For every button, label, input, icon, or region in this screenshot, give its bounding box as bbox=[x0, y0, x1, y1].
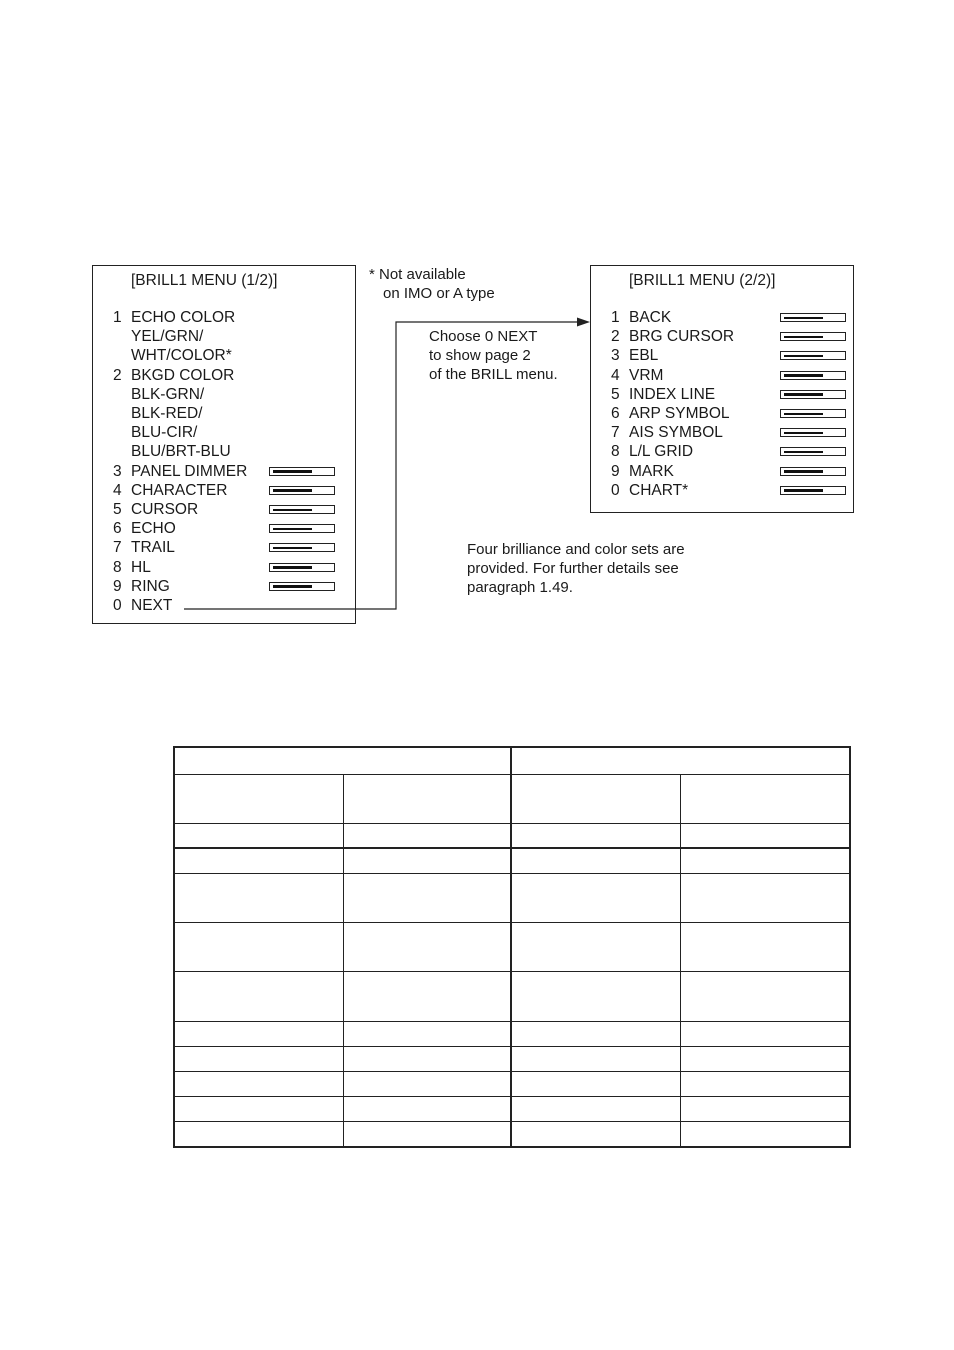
menu-item-label: AIS SYMBOL bbox=[629, 424, 723, 442]
menu-item-label: ECHO COLOR bbox=[131, 309, 236, 326]
table-cell bbox=[680, 774, 850, 823]
menu-item-number: 8 bbox=[113, 558, 122, 576]
table-cell bbox=[174, 1071, 343, 1096]
table-cell bbox=[680, 971, 850, 1021]
menu-item-label: CHART* bbox=[629, 481, 689, 499]
table-cell bbox=[343, 971, 511, 1021]
table-row bbox=[174, 971, 850, 1021]
menu-item-number: 3 bbox=[113, 462, 122, 480]
table-cell bbox=[343, 848, 511, 873]
menu-item-label: BACK bbox=[629, 309, 672, 326]
table-row bbox=[174, 848, 850, 873]
empty-data-table bbox=[173, 746, 851, 1148]
table-cell bbox=[343, 1121, 511, 1147]
table-cell bbox=[511, 1121, 680, 1147]
table-cell bbox=[343, 823, 511, 848]
table-cell bbox=[343, 922, 511, 971]
menu-item-number: 0 bbox=[611, 481, 620, 499]
table-group-header-right bbox=[511, 747, 850, 774]
table-cell bbox=[680, 848, 850, 873]
menu-item-label: EBL bbox=[629, 347, 659, 365]
note-line: to show page 2 bbox=[429, 347, 531, 364]
menu-item-label: NEXT bbox=[131, 597, 173, 614]
table-cell bbox=[511, 823, 680, 848]
menu-item-label: L/L GRID bbox=[629, 443, 694, 461]
table-row bbox=[174, 774, 850, 823]
table-cell bbox=[174, 823, 343, 848]
table-cell bbox=[174, 873, 343, 922]
menu-item-number: 7 bbox=[611, 424, 620, 442]
table-cell bbox=[174, 1121, 343, 1147]
menu-item-label: ECHO bbox=[131, 520, 176, 538]
menu-item-label: BLK-RED/ bbox=[131, 405, 203, 422]
connector-line bbox=[184, 322, 578, 609]
table-cell bbox=[174, 1046, 343, 1071]
menu-item-label: MARK bbox=[629, 462, 674, 480]
menu-item-number: 6 bbox=[113, 520, 122, 538]
table-cell bbox=[174, 922, 343, 971]
table-cell bbox=[174, 1021, 343, 1046]
table-cell bbox=[680, 1096, 850, 1121]
table-cell bbox=[680, 873, 850, 922]
table-cell bbox=[680, 1071, 850, 1096]
table-cell bbox=[343, 1071, 511, 1096]
menu-item-label: TRAIL bbox=[131, 539, 175, 557]
menu-item-number: 4 bbox=[113, 481, 122, 499]
menu-title: [BRILL1 MENU (2/2)] bbox=[629, 272, 776, 289]
menu-item-label: YEL/GRN/ bbox=[131, 328, 204, 346]
table-cell bbox=[511, 1071, 680, 1096]
menu-item-number: 1 bbox=[113, 309, 122, 326]
menu-item-number: 3 bbox=[611, 347, 620, 365]
note-line: * Not available bbox=[369, 266, 466, 283]
table-cell bbox=[174, 774, 343, 823]
table-cell bbox=[680, 823, 850, 848]
table-cell bbox=[174, 848, 343, 873]
table-row bbox=[174, 1121, 850, 1147]
table-row bbox=[174, 1096, 850, 1121]
menu-item-label: INDEX LINE bbox=[629, 385, 716, 403]
table-group-header-left bbox=[174, 747, 511, 774]
table-cell bbox=[511, 848, 680, 873]
table-cell bbox=[343, 1096, 511, 1121]
arrow-head-icon bbox=[577, 318, 590, 327]
menu-item-label: PANEL DIMMER bbox=[131, 462, 248, 480]
table-cell bbox=[174, 971, 343, 1021]
table-cell bbox=[511, 873, 680, 922]
table-row bbox=[174, 823, 850, 848]
table-row bbox=[174, 922, 850, 971]
menu-item-number: 6 bbox=[611, 405, 620, 422]
table-cell bbox=[511, 774, 680, 823]
table-row bbox=[174, 873, 850, 922]
menu-item-label: BLU-CIR/ bbox=[131, 424, 198, 442]
table-cell bbox=[343, 1046, 511, 1071]
menu-item-label: CHARACTER bbox=[131, 481, 228, 499]
table-cell bbox=[680, 1121, 850, 1147]
note-line: paragraph 1.49. bbox=[467, 579, 573, 596]
note-line: of the BRILL menu. bbox=[429, 366, 558, 383]
menu-item-label: BLU/BRT-BLU bbox=[131, 443, 231, 461]
menu-item-number: 4 bbox=[611, 366, 620, 384]
table-cell bbox=[343, 1021, 511, 1046]
menu-item-number: 9 bbox=[113, 577, 122, 595]
menu-item-number: 0 bbox=[113, 597, 122, 614]
table-cell bbox=[680, 1021, 850, 1046]
table-cell bbox=[680, 1046, 850, 1071]
table-cell bbox=[511, 971, 680, 1021]
menu-item-number: 5 bbox=[113, 501, 122, 518]
menu-item-label: WHT/COLOR* bbox=[131, 347, 232, 365]
menu-item-label: ARP SYMBOL bbox=[629, 405, 730, 422]
table-cell bbox=[511, 1096, 680, 1121]
table-cell bbox=[174, 1096, 343, 1121]
menu-item-number: 7 bbox=[113, 539, 122, 557]
menu-item-number: 2 bbox=[611, 328, 620, 346]
table-row bbox=[174, 1021, 850, 1046]
menu-item-label: HL bbox=[131, 558, 151, 576]
table-row bbox=[174, 1046, 850, 1071]
menu-item-label: RING bbox=[131, 577, 170, 595]
table-cell bbox=[511, 922, 680, 971]
menu-item-number: 2 bbox=[113, 366, 122, 384]
menu-item-number: 1 bbox=[611, 309, 620, 326]
menu-item-label: VRM bbox=[629, 366, 664, 384]
menu-item-label: CURSOR bbox=[131, 501, 199, 518]
menu-item-number: 5 bbox=[611, 385, 620, 403]
table-cell bbox=[343, 774, 511, 823]
table-cell bbox=[511, 1046, 680, 1071]
note-line: provided. For further details see bbox=[467, 560, 679, 577]
table-cell bbox=[680, 922, 850, 971]
menu-item-label: BKGD COLOR bbox=[131, 366, 235, 384]
note-line: on IMO or A type bbox=[383, 285, 495, 302]
table-cell bbox=[343, 873, 511, 922]
table-cell bbox=[511, 1021, 680, 1046]
menu-item-label: BLK-GRN/ bbox=[131, 385, 205, 403]
menu-item-label: BRG CURSOR bbox=[629, 328, 735, 346]
table-row bbox=[174, 1071, 850, 1096]
menu-title: [BRILL1 MENU (1/2)] bbox=[131, 272, 278, 289]
menu-item-number: 9 bbox=[611, 462, 620, 480]
menu-item-number: 8 bbox=[611, 443, 620, 461]
note-line: Four brilliance and color sets are bbox=[467, 541, 685, 558]
note-line: Choose 0 NEXT bbox=[429, 328, 538, 345]
